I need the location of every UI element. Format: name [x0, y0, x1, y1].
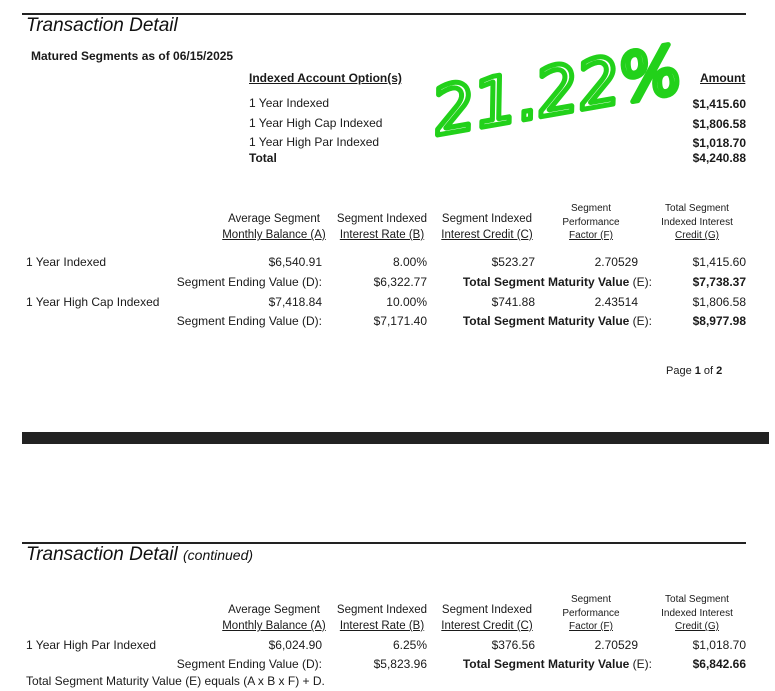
- segment-d-label: Segment Ending Value (D):: [176, 314, 322, 328]
- segment-f: 2.43514: [594, 295, 638, 309]
- option-name: 1 Year High Cap Indexed: [249, 116, 383, 130]
- segment-c: $376.56: [491, 638, 535, 652]
- page-break-bar: [22, 432, 769, 444]
- col-header-g: Total Segment Indexed Interest Credit (G): [661, 203, 733, 241]
- total-amount: $4,240.88: [692, 151, 746, 165]
- col-header-a: Average Segment Monthly Balance (A): [222, 213, 326, 241]
- segment-g: $1,415.60: [692, 255, 746, 269]
- segment-c: $523.27: [491, 255, 535, 269]
- options-header: Indexed Account Option(s): [249, 71, 402, 85]
- segment-name: 1 Year Indexed: [26, 255, 107, 269]
- col-header-a: Average Segment Monthly Balance (A): [222, 604, 326, 632]
- segment-e: $6,842.66: [692, 657, 746, 671]
- col-header-f: Segment Performance Factor (F): [562, 203, 620, 241]
- segment-e-label: Total Segment Maturity Value (E):: [462, 657, 652, 671]
- option-amount: $1,415.60: [692, 97, 746, 111]
- segment-b: 8.00%: [392, 255, 427, 269]
- handwritten-note-text: 21.22%: [426, 31, 688, 151]
- segment-e: $8,977.98: [692, 314, 746, 328]
- segment-e: $7,738.37: [692, 275, 746, 289]
- segment-e-label: Total Segment Maturity Value (E):: [462, 275, 652, 289]
- page1-subtitle: Matured Segments as of 06/15/2025: [31, 49, 234, 63]
- footnote: Total Segment Maturity Value (E) equals (A x B x F) + D.: [26, 674, 325, 688]
- col-header-c: Segment Indexed Interest Credit (C): [441, 213, 533, 241]
- col-header-c: Segment Indexed Interest Credit (C): [441, 604, 533, 632]
- col-header-b: Segment Indexed Interest Rate (B): [336, 213, 428, 241]
- segment-g: $1,018.70: [692, 638, 746, 652]
- segment-f: 2.70529: [594, 638, 638, 652]
- col-header-g: Total Segment Indexed Interest Credit (G): [661, 594, 733, 632]
- handwritten-note: [418, 13, 688, 158]
- segment-name: 1 Year High Par Indexed: [26, 638, 157, 652]
- segment-d-label: Segment Ending Value (D):: [176, 657, 322, 671]
- segment-b: 6.25%: [392, 638, 427, 652]
- segment-name: 1 Year High Cap Indexed: [26, 295, 160, 309]
- page2-title: Transaction Detail (continued): [26, 544, 254, 565]
- segment-f: 2.70529: [594, 255, 638, 269]
- col-header-b: Segment Indexed Interest Rate (B): [336, 604, 428, 632]
- option-amount: $1,018.70: [692, 136, 746, 150]
- segment-d-label: Segment Ending Value (D):: [176, 275, 322, 289]
- col-header-f: Segment Performance Factor (F): [562, 594, 620, 632]
- segment-a: $6,540.91: [268, 255, 322, 269]
- amount-header: Amount: [700, 71, 746, 85]
- option-name: 1 Year Indexed: [249, 96, 330, 110]
- segment-g: $1,806.58: [692, 295, 746, 309]
- segment-a: $7,418.84: [268, 295, 322, 309]
- segment-a: $6,024.90: [268, 638, 322, 652]
- option-amount: $1,806.58: [692, 117, 746, 131]
- segment-e-label: Total Segment Maturity Value (E):: [462, 314, 652, 328]
- segment-c: $741.88: [491, 295, 535, 309]
- total-label: Total: [249, 151, 277, 165]
- page1-title: Transaction Detail: [26, 15, 178, 36]
- segment-b: 10.00%: [386, 295, 427, 309]
- segment-d: $7,171.40: [373, 314, 427, 328]
- segment-d: $6,322.77: [373, 275, 427, 289]
- page-number: Page 1 of 2: [666, 365, 723, 377]
- option-name: 1 Year High Par Indexed: [249, 135, 380, 149]
- segment-d: $5,823.96: [373, 657, 427, 671]
